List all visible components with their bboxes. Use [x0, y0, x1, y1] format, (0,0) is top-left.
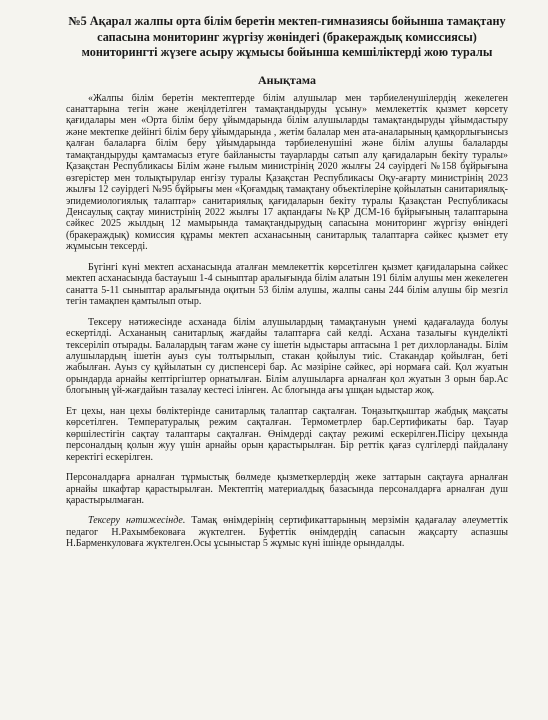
paragraph-3 [66, 317, 508, 397]
conclusion-text: Тамақ өнімдерінің сертификаттарының мерзімін қадағалау әлеуметтік педагог Н.Рахымбековаға жүктелген. Буфеттік өнімдердің сапасын жақсарту аспазшы Н.Барменкуловаға жүктелген.Осы ұсыныстар 5 жұмыс күні ішінде орындалды. [66, 515, 508, 550]
paragraph-2 [66, 262, 508, 308]
conclusion-label: Тексеру нәтижесінде. [88, 515, 186, 527]
paragraph-1 [66, 93, 508, 253]
paragraph-4 [66, 406, 508, 463]
paragraph-1-text: «Жалпы білім беретін мектептерде білім алушылар мен тәрбиеленушілердің жекелеген санаттарына тегін және жеңілдетілген тамақтандыруды ұсыну» мемлекеттік қызмет көрсету қағидалары мен «Орта білім беру ұйымдарында білім алушыларды тамақтандыруды ұйымдастыру және мектепке дейінгі білім беру ұйымдарында , жетім балалар мен ата-аналарының қамқорлығынсыз қалған балаларға білім беру ұйымдарында тәрбиеленушіні және білім алушы балаларды тамақтандыруды қамтамасыз етуге байланысты тауарларды сатып алу қағидаларын бекіту туралы» Қазақстан Республикасы Білім және ғылым министрінің 2020 жылғы 24 сәуірдегі №158 бұйрығына өзгерістер мен толықтырулар енгізу туралы Қазақстан Республикасы Оқу-ағарту министрінің 2023 жылғы 12 сәуірдегі №95 бұйрығы мен «Қоғамдық тамақтану объектілеріне қойылатын санитариялық-эпидемиологиялық талаптар» санитариялық қағидаларын бекіту туралы Қазақстан Республикасы Денсаулық сақтау министрінің 2022 жылғы 17 ақпандағы №ҚР ДСМ-16 бұйрығының талаптарына сәйкес 2025 жылдың 12 мамырында тамақтандырудың сапасына мониторинг жүргізу өніндегі (бракераждық) комиссия құрамы мектеп асханасының санитарлық талаптарға сәйкес қызмет ету жұмысын тексерді. [66, 92, 508, 253]
document-subtitle: Анықтама [258, 72, 316, 87]
paragraph-5 [66, 472, 508, 506]
document-title: №5 Ақарал жалпы орта білім беретін мектеп-гимназиясы бойынша тамақтану сапасына мониторинг жүргізу жөніндегі (бракераждық комиссиясы) мониторингті жүзеге асыру жұмысы бойынша кемшіліктерді жою туралы [68, 14, 506, 59]
conclusion-paragraph [66, 515, 508, 549]
paragraph-3-text: Тексеру нәтижесінде асханада білім алушылардың тамақтануын үнемі қадағалауда болуы ескертілді. Асхананың санитарлық жағдайы талаптарға сай келді. Асхана тазалығы күнделікті тексеріліп отырады. Балалардың тағам және су ішетін ыдыстары аптасына 1 рет дихлорланады. Білім алушылардың ішетін ауыз суы толтырылып, стакан қойылуы тиіс. Стакандар қойылған, беті жабылған. Ауыз су құйылатын су диспенсері бар. Ас мәзіріне сәйкес, әрі нормаға сай. Қол жуатын орындарда арнайы кептіргіштер орнатылған. Білім алушыларға арналған қол жуатын 3 орын бар.Ас блогының үй-жағдайын тазалау кестесі ілінген. Ас блогында ағы ұшқан ыдыстар жоқ. [66, 316, 508, 397]
paragraph-5-text: Персоналдарға арналған тұрмыстық бөлмеде қызметкерлердің жеке заттарын сақтауға арналған арнайы шкафтар қарастырылған. Мектептің материалдық базасында персоналдарға арналған душ қарастырылмаған. [66, 472, 508, 506]
paragraph-4-text: Ет цехы, нан цехы бөліктерінде санитарлық талаптар сақталған. Тоңазытқыштар жабдық мақсаты көрсетілген. Температуралық режим сақталған. Термометрлер бар.Сертификаты бар. Тауар көршілестігін сақтау талаптары сақталған. Өнімдерді сақтау режимі ескерілген.Пісіру цехында персоналдың қолын жуу үшін арнайы орын қарастырылған. Бір реттік қағаз сүлгілерді пайдалану керектігі ескерілген. [66, 405, 508, 463]
paragraph-2-text: Бүгінгі күні мектеп асханасында аталған мемлекеттік көрсетілген қызмет қағидаларына сәйкес мектеп асханасында бастауыш 1-4 сыныптар аралығында білім алатын 191 білім алушы мен жекелеген санатта 5-11 сыныптар аралығында оқитын 53 білім алушы, жалпы саны 244 білім алушы бір мезгіл тегін тамақпен қамтылып отыр. [66, 261, 508, 308]
